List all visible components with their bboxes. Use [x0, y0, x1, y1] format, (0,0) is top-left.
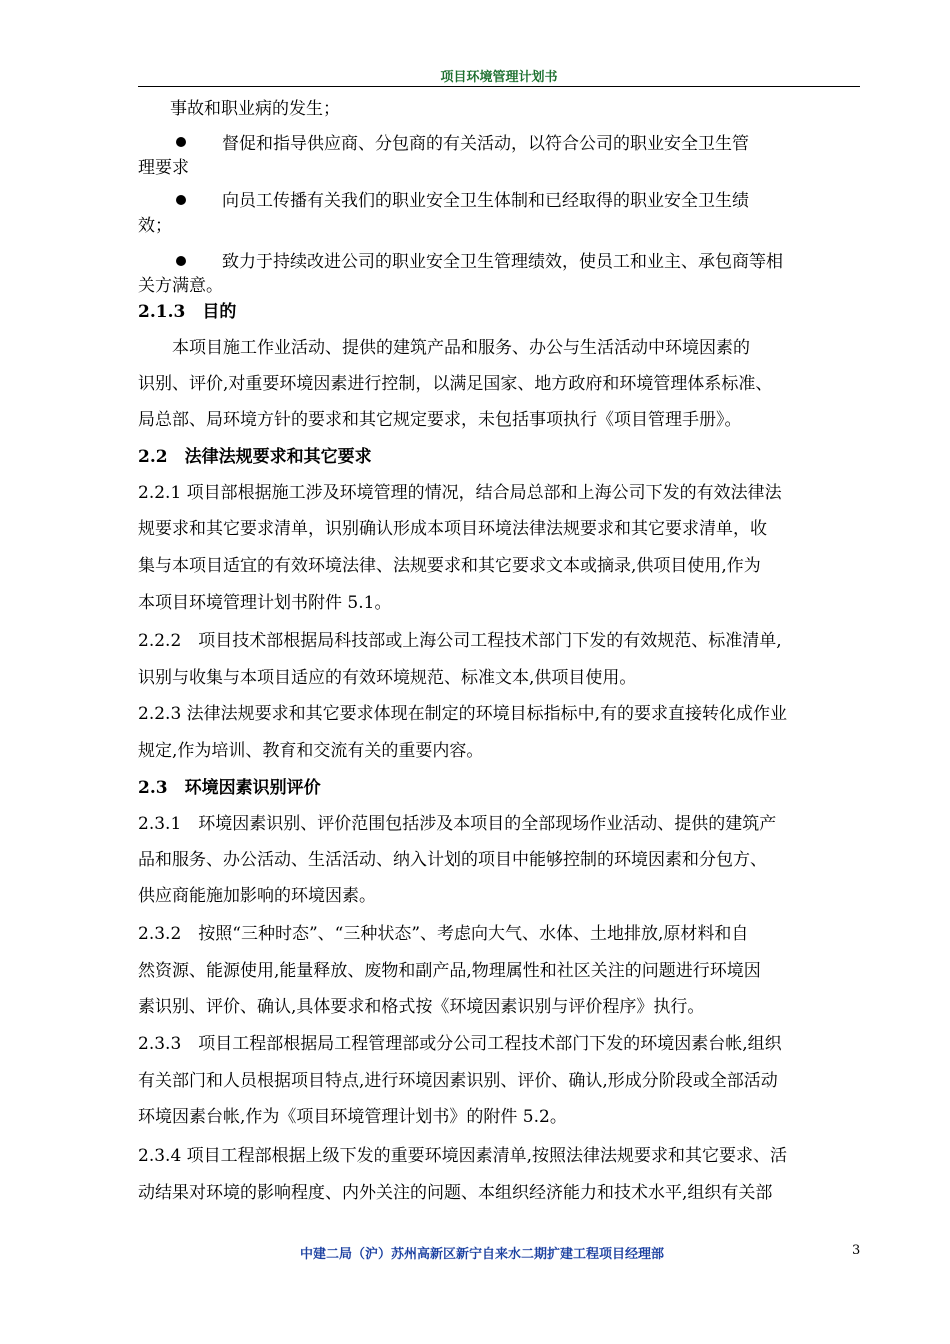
section-heading: 2.2 法律法规要求和其它要求 [138, 447, 372, 467]
body-line: 本项目环境管理计划书附件 5.1。 [138, 593, 392, 613]
bullet-icon [176, 256, 186, 266]
body-line: 2.2.1 项目部根据施工涉及环境管理的情况，结合局总部和上海公司下发的有效法律法 [138, 483, 782, 503]
body-line: 品和服务、办公活动、生活活动、纳入计划的项目中能够控制的环境因素和分包方、 [138, 850, 767, 870]
body-line: 2.3.3 项目工程部根据局工程管理部或分公司工程技术部门下发的环境因素台帐,组织 [138, 1034, 782, 1054]
body-line: 局总部、局环境方针的要求和其它规定要求，未包括事项执行《项目管理手册》。 [138, 410, 742, 430]
bullet-line: 向员工传播有关我们的职业安全卫生体制和已经取得的职业安全卫生绩 [222, 191, 749, 211]
body-line: 理要求 [138, 158, 189, 178]
bullet-icon [176, 137, 186, 147]
body-line: 2.2.2 项目技术部根据局科技部或上海公司工程技术部门下发的有效规范、标准清单, [138, 631, 782, 651]
bullet-icon [176, 195, 186, 205]
header-rule [138, 86, 860, 87]
section-heading: 2.1.3 目的 [138, 302, 237, 322]
bullet-line: 致力于持续改进公司的职业安全卫生管理绩效，使员工和业主、承包商等相 [222, 252, 783, 272]
body-line: 环境因素台帐,作为《项目环境管理计划书》的附件 5.2。 [138, 1107, 567, 1127]
body-line: 识别与收集与本项目适应的有效环境规范、标准文本,供项目使用。 [138, 668, 637, 688]
body-line: 然资源、能源使用,能量释放、废物和副产品,物理属性和社区关注的问题进行环境因 [138, 961, 761, 981]
body-line: 事故和职业病的发生； [170, 99, 340, 119]
body-line: 2.3.1 环境因素识别、评价范围包括涉及本项目的全部现场作业活动、提供的建筑产 [138, 814, 777, 834]
bullet-line: 督促和指导供应商、分包商的有关活动，以符合公司的职业安全卫生管 [222, 134, 749, 154]
body-line: 供应商能施加影响的环境因素。 [138, 886, 376, 906]
body-line: 集与本项目适宜的有效环境法律、法规要求和其它要求文本或摘录,供项目使用,作为 [138, 556, 761, 576]
body-line: 有关部门和人员根据项目特点,进行环境因素识别、评价、确认,形成分阶段或全部活动 [138, 1071, 778, 1091]
body-line: 效； [138, 216, 172, 236]
body-line: 识别、评价,对重要环境因素进行控制，以满足国家、地方政府和环境管理体系标准、 [138, 374, 773, 394]
body-line: 动结果对环境的影响程度、内外关注的问题、本组织经济能力和技术水平,组织有关部 [138, 1183, 773, 1203]
running-header: 项目环境管理计划书 [440, 70, 558, 85]
body-line: 素识别、评价、确认,具体要求和格式按《环境因素识别与评价程序》执行。 [138, 997, 705, 1017]
body-line: 本项目施工作业活动、提供的建筑产品和服务、办公与生活活动中环境因素的 [172, 338, 750, 358]
body-line: 2.2.3 法律法规要求和其它要求体现在制定的环境目标指标中,有的要求直接转化成作业 [138, 704, 788, 724]
body-line: 规定,作为培训、教育和交流有关的重要内容。 [138, 741, 484, 761]
page-number: 3 [852, 1243, 861, 1258]
body-line: 2.3.4 项目工程部根据上级下发的重要环境因素清单,按照法律法规要求和其它要求、活 [138, 1146, 788, 1166]
body-line: 规要求和其它要求清单，识别确认形成本项目环境法律法规要求和其它要求清单，收 [138, 519, 767, 539]
body-line: 2.3.2 按照“三种时态”、“三种状态”、考虑向大气、水体、土地排放,原材料和自 [138, 924, 749, 944]
body-line: 关方满意。 [138, 276, 223, 296]
running-footer: 中建二局（沪）苏州高新区新宁自来水二期扩建工程项目经理部 [300, 1247, 665, 1262]
section-heading: 2.3 环境因素识别评价 [138, 778, 321, 798]
